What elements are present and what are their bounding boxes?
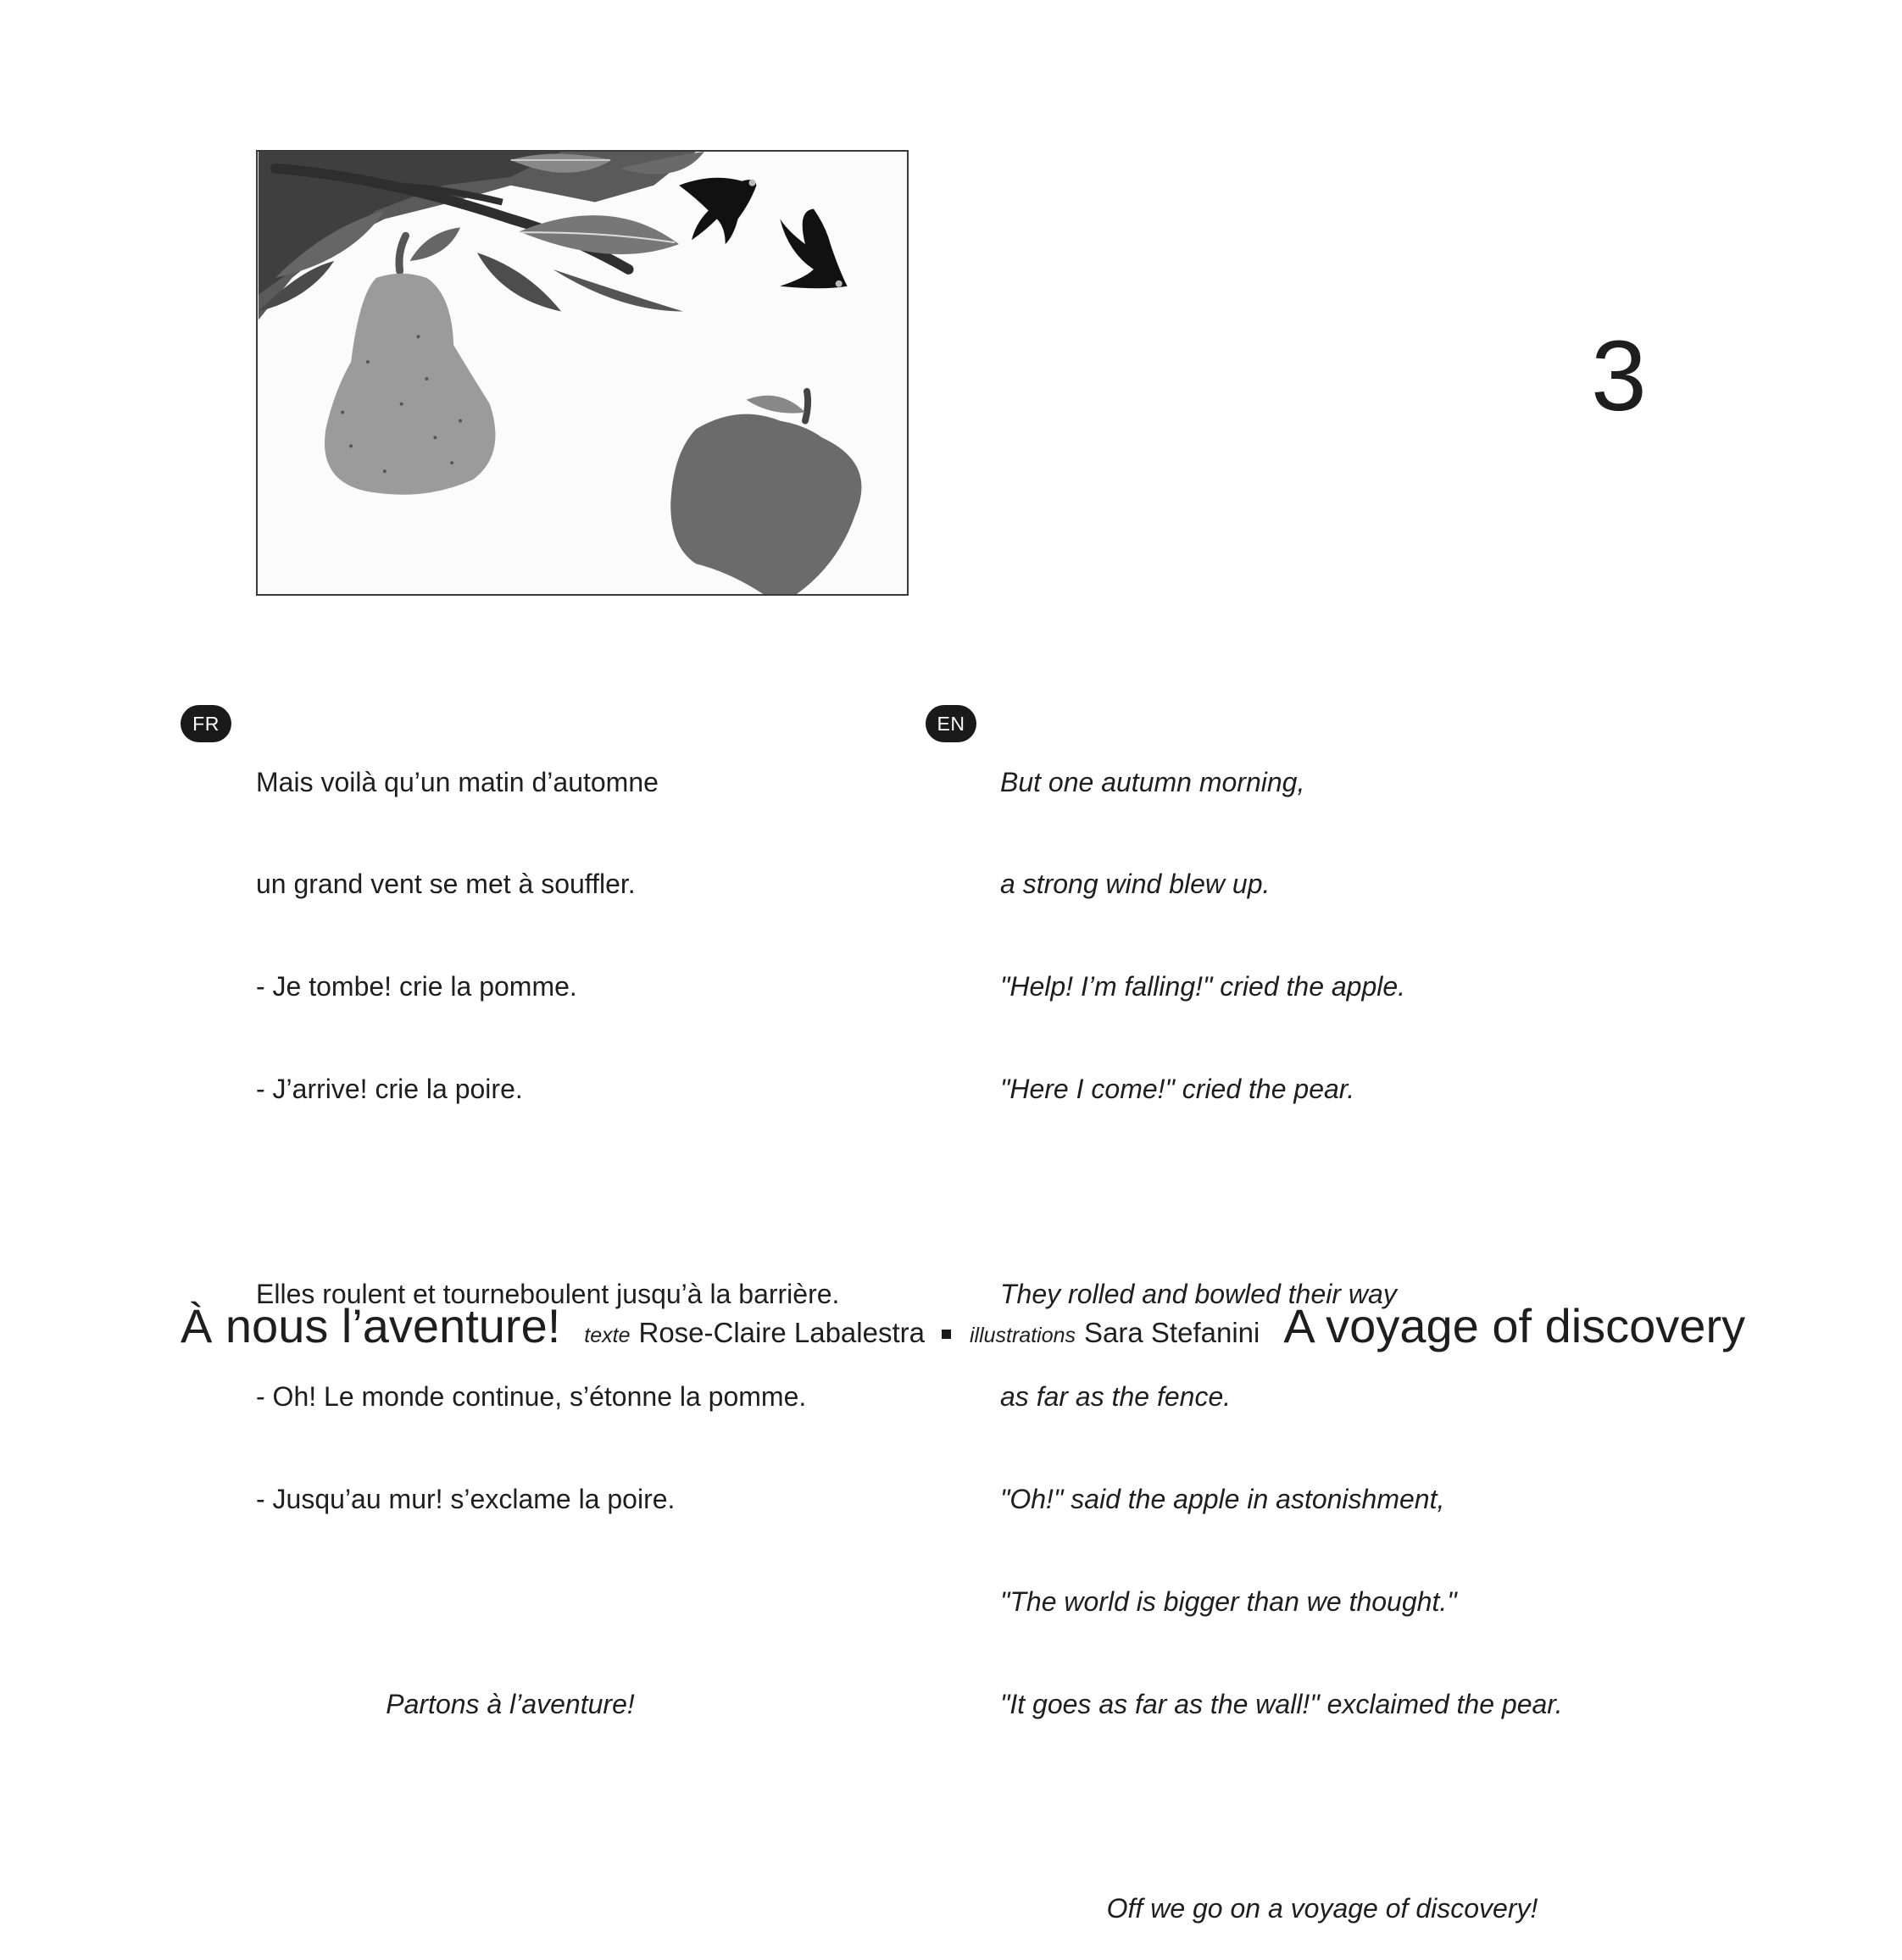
stanza-gap: [1000, 1790, 1797, 1824]
english-line: as far as the fence.: [1000, 1380, 1232, 1412]
footer-title-fr: À nous l’aventure!: [181, 1299, 561, 1352]
french-line: [256, 1174, 917, 1208]
english-line: "Help! I’m falling!" cried the apple.: [1000, 971, 1406, 1002]
french-line: - Je tombe! crie la pomme.: [256, 971, 577, 1002]
french-line: Elles roulent et tourneboulent jusqu’à la barrière.: [256, 1279, 840, 1310]
french-line: un grand vent se met à souffler.: [256, 869, 636, 900]
language-badge-fr: FR: [181, 705, 231, 742]
stanza-gap: [256, 1585, 917, 1619]
story-illustration: [256, 150, 909, 596]
french-text: [256, 697, 917, 1755]
french-line: - J’arrive! crie la poire.: [256, 1074, 523, 1105]
english-line: [1000, 1174, 1797, 1208]
page-number: 3: [1591, 320, 1647, 432]
english-line: a strong wind blew up.: [1000, 869, 1271, 900]
english-line: "Here I come!" cried the pear.: [1000, 1074, 1355, 1105]
english-tagline: Off we go on a voyage of discovery!: [1106, 1893, 1538, 1924]
separator-square-icon: [942, 1330, 951, 1339]
english-line: "It goes as far as the wall!" exclaimed the pear.: [1000, 1688, 1563, 1719]
illustration-canvas: [258, 152, 907, 594]
french-line: - Oh! Le monde continue, s’étonne la pomme.: [256, 1380, 807, 1412]
illustrations-label: illustrations: [969, 1324, 1076, 1347]
illustrator-name: Sara Stefanini: [1084, 1317, 1260, 1348]
pear-icon: [325, 227, 495, 494]
text-label: texte: [584, 1324, 631, 1347]
footer-title-en: A voyage of discovery: [1283, 1299, 1746, 1352]
english-line: "The world is bigger than we thought.": [1000, 1585, 1457, 1617]
author-name: Rose-Claire Labalestra: [638, 1317, 925, 1348]
language-badge-en: EN: [926, 705, 976, 742]
english-line: They rolled and bowled their way: [1000, 1279, 1397, 1310]
english-line: But one autumn morning,: [1000, 766, 1305, 797]
footer-credits: [181, 1298, 1774, 1358]
french-tagline: Partons à l’aventure!: [386, 1688, 635, 1719]
french-line: - Jusqu’au mur! s’exclame la poire.: [256, 1483, 676, 1514]
french-line: Mais voilà qu’un matin d’automne: [256, 766, 659, 797]
apple-icon: [670, 391, 861, 594]
bird-icon: [679, 178, 847, 289]
english-line: "Oh!" said the apple in astonishment,: [1000, 1483, 1445, 1514]
